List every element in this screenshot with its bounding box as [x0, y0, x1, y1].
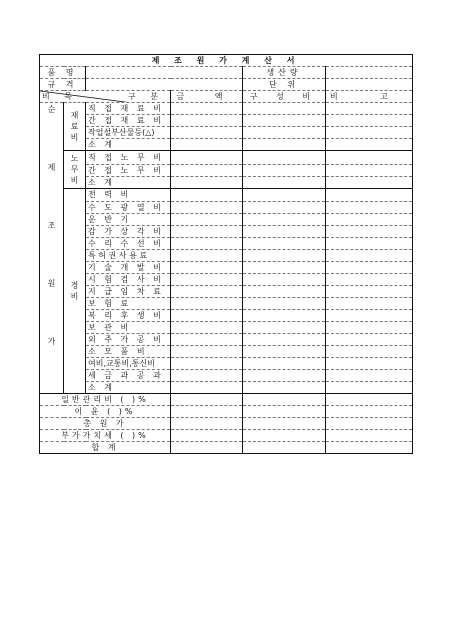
cost-row: [40, 370, 413, 382]
cost-item-label: 보 험 료: [86, 298, 171, 310]
cost-item-label: 소 계: [86, 382, 171, 394]
remark-field[interactable]: [326, 406, 413, 418]
cost-row: [40, 262, 413, 274]
cost-item-label: 감 가 상 각 비: [86, 226, 171, 238]
composition-field[interactable]: [243, 406, 326, 418]
composition-field[interactable]: [243, 226, 326, 238]
remark-field[interactable]: [326, 115, 413, 127]
composition-field[interactable]: [243, 430, 326, 442]
cost-item-label: 전 력 비: [86, 188, 171, 202]
composition-field[interactable]: [243, 164, 326, 176]
remark-field[interactable]: [326, 322, 413, 334]
composition-field[interactable]: [243, 310, 326, 322]
summary-row: [40, 430, 413, 442]
amount-field[interactable]: [171, 298, 243, 310]
composition-field[interactable]: [243, 394, 326, 406]
cost-item-label: 소 계: [86, 139, 171, 151]
composition-field[interactable]: [243, 103, 326, 115]
header-division-cell: [40, 91, 171, 103]
remark-field[interactable]: [326, 262, 413, 274]
remark-field[interactable]: [326, 202, 413, 214]
cost-row: [40, 382, 413, 394]
cost-row: [40, 358, 413, 370]
summary-row: [40, 442, 413, 454]
cost-item-label: 여비,교통비,통신비: [86, 358, 171, 370]
header-division-label: 구 분: [128, 92, 164, 101]
cost-item-label: 수 리 수 선 비: [86, 238, 171, 250]
cost-item-label: 보 관 비: [86, 322, 171, 334]
cost-item-label: 운 반 기: [86, 214, 171, 226]
cost-row: [40, 164, 413, 176]
remark-field[interactable]: [326, 430, 413, 442]
composition-field[interactable]: [243, 442, 326, 454]
remark-field[interactable]: [326, 274, 413, 286]
composition-field[interactable]: [243, 346, 326, 358]
remark-field[interactable]: [326, 151, 413, 165]
cost-item-label: 직 접 노 무 비: [86, 151, 171, 165]
header-composition: 구 성 비: [243, 91, 326, 103]
cost-row: [40, 274, 413, 286]
composition-field[interactable]: [243, 298, 326, 310]
amount-field[interactable]: [171, 334, 243, 346]
cost-item-label: 간 접 재 료 비: [86, 115, 171, 127]
remark-field[interactable]: [326, 176, 413, 188]
product-name-label: 품 명: [40, 67, 86, 79]
composition-field[interactable]: [243, 370, 326, 382]
composition-field[interactable]: [243, 358, 326, 370]
amount-field[interactable]: [171, 346, 243, 358]
composition-field[interactable]: [243, 115, 326, 127]
remark-field[interactable]: [326, 139, 413, 151]
group-label: 노무비: [64, 151, 86, 189]
composition-field[interactable]: [243, 139, 326, 151]
remark-field[interactable]: [326, 394, 413, 406]
amount-field[interactable]: [171, 418, 243, 430]
cost-item-label: 특 허 권 사 용 료: [86, 250, 171, 262]
unit-label: 단 위: [243, 79, 326, 91]
amount-field[interactable]: [171, 430, 243, 442]
composition-field[interactable]: [243, 202, 326, 214]
group-label: 재료비: [64, 103, 86, 151]
side-label-net-manufacturing-cost: [40, 103, 64, 394]
amount-field[interactable]: [171, 370, 243, 382]
composition-field[interactable]: [243, 250, 326, 262]
remark-field[interactable]: [326, 358, 413, 370]
cost-row: [40, 188, 413, 202]
amount-field[interactable]: [171, 176, 243, 188]
composition-field[interactable]: [243, 418, 326, 430]
amount-field[interactable]: [171, 139, 243, 151]
amount-field[interactable]: [171, 202, 243, 214]
amount-field[interactable]: [171, 310, 243, 322]
spec-label: 규 격: [40, 79, 86, 91]
summary-row: [40, 406, 413, 418]
cost-item-label: 외 주 가 공 비: [86, 334, 171, 346]
cost-item-label: 기 술 개 발 비: [86, 262, 171, 274]
composition-field[interactable]: [243, 127, 326, 139]
header-cost-item-label: 비 목: [42, 92, 78, 101]
amount-field[interactable]: [171, 382, 243, 394]
cost-row: [40, 286, 413, 298]
amount-field[interactable]: [171, 394, 243, 406]
cost-table: [39, 54, 413, 454]
cost-row: [40, 176, 413, 188]
composition-field[interactable]: [243, 238, 326, 250]
remark-field[interactable]: [326, 164, 413, 176]
cost-row: [40, 226, 413, 238]
cost-row: [40, 334, 413, 346]
composition-field[interactable]: [243, 286, 326, 298]
remark-field[interactable]: [326, 442, 413, 454]
remark-field[interactable]: [326, 226, 413, 238]
remark-field[interactable]: [326, 103, 413, 115]
cost-row: [40, 115, 413, 127]
remark-field[interactable]: [326, 188, 413, 202]
composition-field[interactable]: [243, 262, 326, 274]
summary-row: [40, 394, 413, 406]
amount-field[interactable]: [171, 358, 243, 370]
remark-field[interactable]: [326, 382, 413, 394]
remark-field[interactable]: [326, 127, 413, 139]
cost-item-label: 지 급 임 차 료: [86, 286, 171, 298]
header-amount: 금 액: [171, 91, 243, 103]
spec-field[interactable]: [86, 79, 243, 91]
composition-field[interactable]: [243, 151, 326, 165]
unit-field[interactable]: [326, 79, 413, 91]
amount-field[interactable]: [171, 188, 243, 202]
summary-row: [40, 418, 413, 430]
summary-label: 이 윤 ( )%: [40, 406, 171, 418]
cost-item-label: 수 도 광 열 비: [86, 202, 171, 214]
cost-item-label: 소 모 품 비: [86, 346, 171, 358]
cost-statement-form: [39, 54, 412, 574]
remark-field[interactable]: [326, 286, 413, 298]
composition-field[interactable]: [243, 274, 326, 286]
amount-field[interactable]: [171, 322, 243, 334]
header-remark: 비 고: [326, 91, 413, 103]
product-name-field[interactable]: [86, 67, 243, 79]
cost-item-label: 소 계: [86, 176, 171, 188]
cost-item-label: 세 금 과 공 과: [86, 370, 171, 382]
remark-field[interactable]: [326, 310, 413, 322]
composition-field[interactable]: [243, 322, 326, 334]
cost-row: [40, 322, 413, 334]
composition-field[interactable]: [243, 214, 326, 226]
composition-field[interactable]: [243, 176, 326, 188]
page-title: 제 조 원 가 계 산 서: [40, 55, 413, 67]
composition-field[interactable]: [243, 334, 326, 346]
remark-field[interactable]: [326, 370, 413, 382]
summary-label: 총 원 가: [40, 418, 171, 430]
production-qty-label: 생산량: [243, 67, 326, 79]
amount-field[interactable]: [171, 226, 243, 238]
cost-row: [40, 298, 413, 310]
cost-row: [40, 250, 413, 262]
remark-field[interactable]: [326, 334, 413, 346]
cost-row: [40, 103, 413, 115]
cost-row: [40, 310, 413, 322]
amount-field[interactable]: [171, 262, 243, 274]
cost-item-label: 작업설부산물등(△): [86, 127, 171, 139]
cost-row: [40, 214, 413, 226]
side-label-char: 원: [47, 279, 56, 288]
amount-field[interactable]: [171, 406, 243, 418]
remark-field[interactable]: [326, 418, 413, 430]
amount-field[interactable]: [171, 442, 243, 454]
summary-label: 합 계: [40, 442, 171, 454]
amount-field[interactable]: [171, 238, 243, 250]
remark-field[interactable]: [326, 238, 413, 250]
amount-field[interactable]: [171, 115, 243, 127]
amount-field[interactable]: [171, 286, 243, 298]
cost-row: [40, 346, 413, 358]
cost-row: [40, 139, 413, 151]
composition-field[interactable]: [243, 188, 326, 202]
remark-field[interactable]: [326, 298, 413, 310]
amount-field[interactable]: [171, 214, 243, 226]
remark-field[interactable]: [326, 214, 413, 226]
side-label-char: 가: [47, 337, 56, 346]
amount-field[interactable]: [171, 274, 243, 286]
amount-field[interactable]: [171, 164, 243, 176]
remark-field[interactable]: [326, 250, 413, 262]
side-label-char: 조: [47, 221, 56, 230]
cost-item-label: 시 험 검 사 비: [86, 274, 171, 286]
production-qty-field[interactable]: [326, 67, 413, 79]
amount-field[interactable]: [171, 250, 243, 262]
cost-row: [40, 238, 413, 250]
cost-item-label: 복 리 후 생 비: [86, 310, 171, 322]
amount-field[interactable]: [171, 103, 243, 115]
cost-item-label: 직 접 재 료 비: [86, 103, 171, 115]
cost-row: [40, 202, 413, 214]
summary-label: 일반관리비 ( )%: [40, 394, 171, 406]
side-label-char: 순: [47, 105, 56, 114]
summary-label: 부가가치세 ( )%: [40, 430, 171, 442]
amount-field[interactable]: [171, 151, 243, 165]
group-label: 경비: [64, 188, 86, 394]
amount-field[interactable]: [171, 127, 243, 139]
cost-row: [40, 127, 413, 139]
composition-field[interactable]: [243, 382, 326, 394]
cost-row: [40, 151, 413, 165]
remark-field[interactable]: [326, 346, 413, 358]
cost-item-label: 간 접 노 무 비: [86, 164, 171, 176]
side-label-char: 제: [47, 163, 56, 172]
